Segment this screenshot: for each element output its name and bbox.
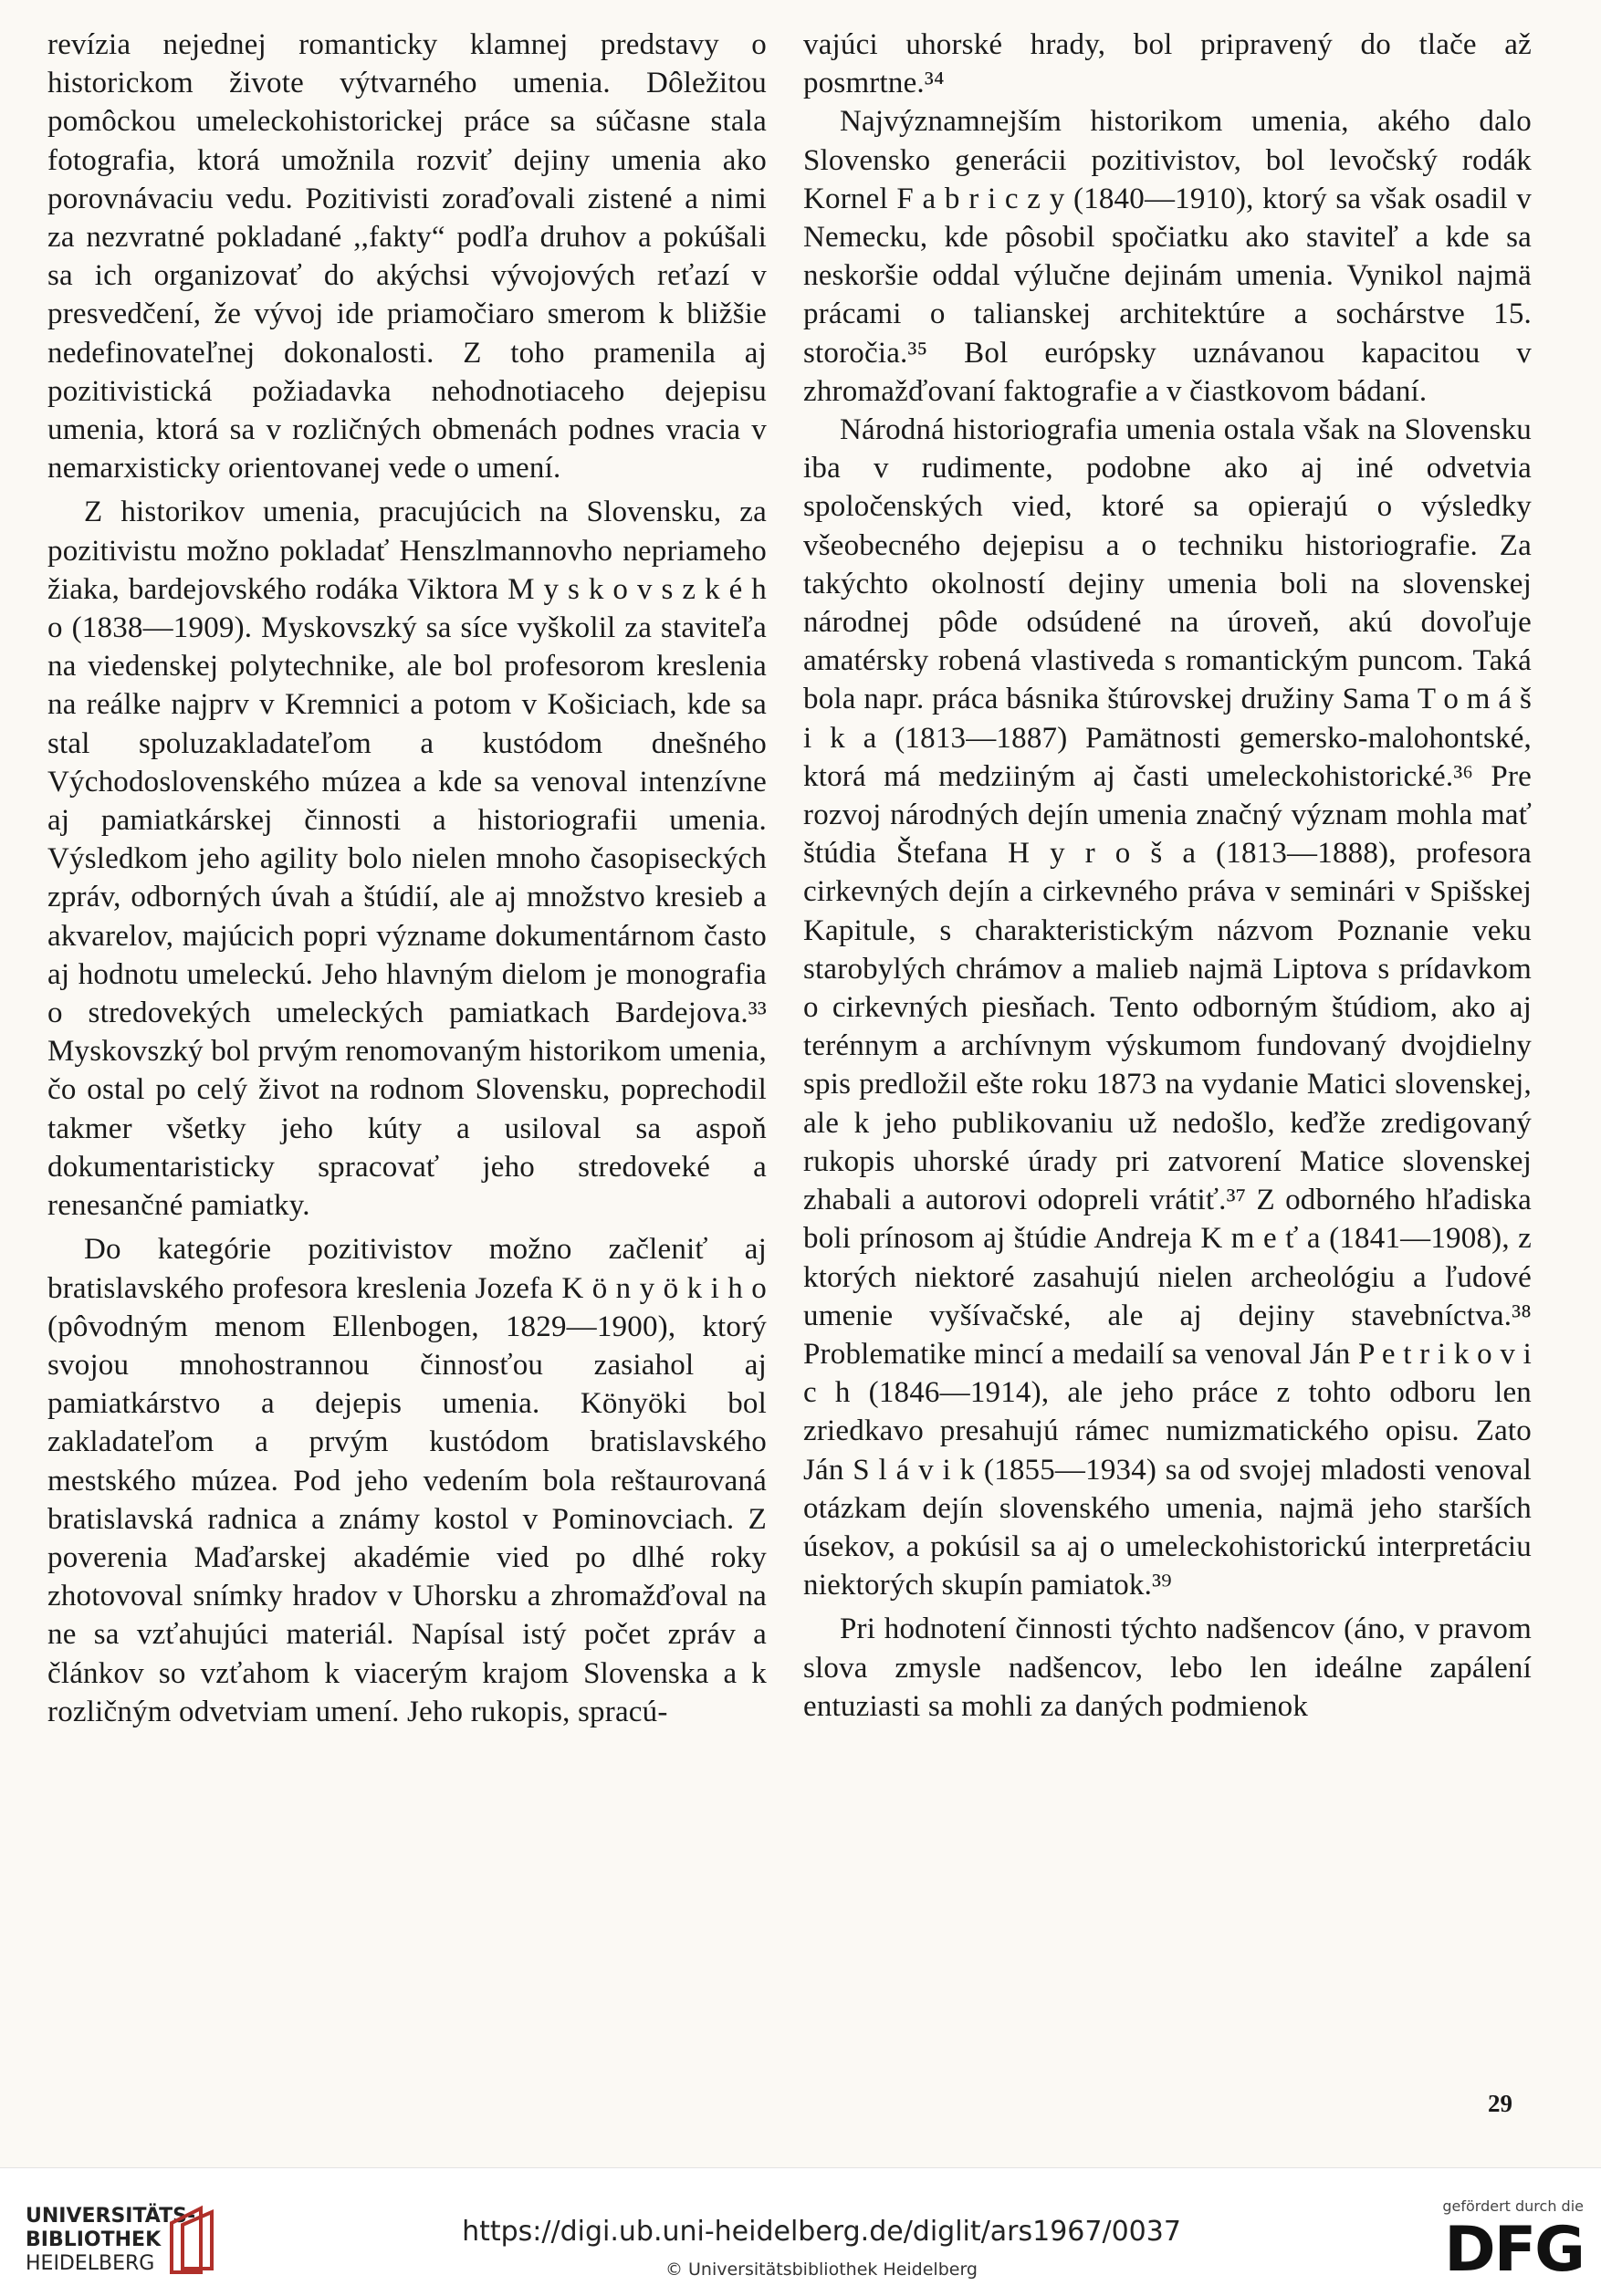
paragraph: Z historikov umenia, pracujúcich na Slovensku, za pozitivistu možno pokladať Henszlmannovho nepriameho žiaka, bardejovského rodáka Viktora M y s k o v s z k é h o (1838—1909). Myskovszký sa síce vyškolil za staviteľa na viedenskej polytechnike, ale bol profesorom kreslenia na reálke najprv v Kremnici a potom v Košiciach, kde sa stal spoluzakladateľom a kustódom dnešného Východoslovenského múzea a kde sa venoval intenzívne aj pamiatkárskej činnosti a historiografii umenia. Výsledkom jeho agility bolo nielen mnoho časopiseckých zpráv, odborných úvah a štúdií, ale aj množstvo kresieb a akvarelov, majúcich popri význame dokumentárnom často aj hodnotu umeleckú. Jeho hlavným dielom je monografia o stredovekých umeleckých pamiatkach Bardejova.³³ Myskovszký bol prvým renomovaným historikom umenia, čo ostal po celý život na rodnom Slovensku, poprechodil takmer všetky jeho kúty a usiloval sa aspoň dokumentaristicky spracovať jeho stredoveké a renesančné pamiatky. [47, 496, 767, 1223]
paragraph: vajúci uhorské hrady, bol pripravený do tlače až posmrtne.³⁴ [803, 28, 1532, 100]
library-logo[interactable] [26, 2205, 336, 2278]
page-number: 29 [1488, 2090, 1512, 2117]
paragraph: Národná historiografia umenia ostala však na Slovensku iba v rudimente, podobne ako aj iné odvetvia spoločenských vied, ktoré sa opierajú o výsledky všeobecného dejepisu a o techniku historiografie. Za takýchto okolností dejiny umenia boli na slovenskej národnej pôde odsúdené na úroveň, akú dovoľuje amatérsky robená vlastiveda s romantickým puncom. Taká bola napr. práca básnika štúrovskej družiny Sama T o m á š i k a (1813—1887) Pamätnosti gemersko-malohontské, ktorá má medziiným aj časti umeleckohistorické.³⁶ Pre rozvoj národných dejín umenia značný význam mohla mať štúdia Štefana H y r o š a (1813—1888), profesora cirkevných dejín a cirkevného práva v seminári v Spišskej Kapitule, s charakteristickým názvom Poznanie veku starobylých chrámov a malieb najmä Liptova s prídavkom o cirkevných piesňach. Tento odborným štúdiom, ako aj terénnym a archívnym výskumom fundovaný dvojdielny spis predložil ešte roku 1873 na vydanie Matici slovenskej, ale k jeho publikovaniu už nedošlo, keďže zredigovaný rukopis uhorské úrady pri zatvorení Matice slovenskej zhabali a autorovi odopreli vrátiť.³⁷ Z odborného hľadiska boli prínosom aj štúdie Andreja K m e ť a (1841—1908), z ktorých niektoré zasahujú nielen archeológiu a ľudové umenie vyšívačské, ale aj dejiny stavebníctva.³⁸ Problematike mincí a medailí sa venoval Ján P e t r i k o v i c h (1846—1914), ale jeho práce z tohto odboru len zriedkavo presahujú rámec numizmatického opisu. Zato Ján S l á v i k (1855—1934) sa od svojej mladosti venoval otázkam dejín slovenského umenia, najmä jeho starších úsekov, a pokúsil sa aj o umeleckohistorickú interpretáciu niektorých skupín pamiatok.³⁹ [803, 413, 1532, 1602]
library-line-2: BIBLIOTHEK [26, 2228, 162, 2251]
library-line-1: UNIVERSITÄTS- [26, 2205, 196, 2228]
permalink-url[interactable]: https://digi.ub.uni-heidelberg.de/diglit/ars1967/0037 [462, 2216, 1181, 2248]
copyright-notice: © Universitätsbibliothek Heidelberg [664, 2259, 978, 2280]
dfg-caption: gefördert durch die [1442, 2197, 1584, 2215]
right-text-column [803, 26, 1532, 1726]
library-emblem-icon [164, 2205, 219, 2276]
paragraph: Najvýznamnejším historikom umenia, akého dalo Slovensko generácii pozitivistov, bol levočský rodák Kornel F a b r i c z y (1840—1910), ktorý sa však osadil v Nemecku, kde pôsobil spočiatku ako staviteľ a kde sa neskoršie oddal výlučne dejinám umenia. Vynikol najmä prácami o talianskej architektúre a sochárstve 15. storočia.³⁵ Bol európsky uznávanou kapacitou v zhromažďovaní faktografie a v čiastkovom bádaní. [803, 105, 1532, 408]
paragraph: Do kategórie pozitivistov možno začleniť aj bratislavského profesora kreslenia Jozefa K ö n y ö k i h o (pôvodným menom Ellenbogen, 1829—1900), ktorý svojou mnohostrannou činnosťou zasiahol aj pamiatkárstvo a dejepis umenia. Könyöki bol zakladateľom a prvým kustódom bratislavského mestského múzea. Pod jeho vedením bola reštaurovaná bratislavská radnica a známy kostol v Pominovciach. Z poverenia Maďarskej akadémie vied po dlhé roky zhotovoval snímky hradov v Uhorsku a zhromažďoval na ne sa vzťahujúci materiál. Napísal istý počet zpráv a článkov so vzťahom k viacerým krajom Slovenska a k rozličným odvetviam umení. Jeho rukopis, spracú- [47, 1233, 767, 1728]
paragraph: Pri hodnotení činnosti týchto nadšencov (áno, v pravom slova zmysle nadšencov, lebo len ideálne zapálení entuziasti sa mohli za daných podmienok [803, 1612, 1532, 1723]
paragraph: revízia nejednej romanticky klamnej predstavy o historickom živote výtvarného umenia. Dôležitou pomôckou umeleckohistorickej práce sa súčasne stala fotografia, ktorá umožnila rozviť dejiny umenia ako porovnávaciu vedu. Pozitivisti zoraďovali zistené a nimi za nezvratné pokladané ,,fakty“ podľa druhov a pokúšali sa ich organizovať do akýchsi vývojových reťazí v presvedčení, že vývoj ide priamočiaro smerom k bližšie nedefinovateľnej dokonalosti. Z toho pramenila aj pozitivistická požiadavka nehodnotiaceho dejepisu umenia, ktorá sa v rozličných obmenách podnes vracia v nemarxisticky orientovanej vede o umení. [47, 28, 767, 485]
library-line-3: HEIDELBERG [26, 2252, 155, 2275]
left-text-column [47, 26, 767, 1731]
dfg-wordmark: DFG [1444, 2214, 1584, 2286]
dfg-logo[interactable] [1419, 2197, 1584, 2289]
footer-bar [0, 2167, 1601, 2296]
